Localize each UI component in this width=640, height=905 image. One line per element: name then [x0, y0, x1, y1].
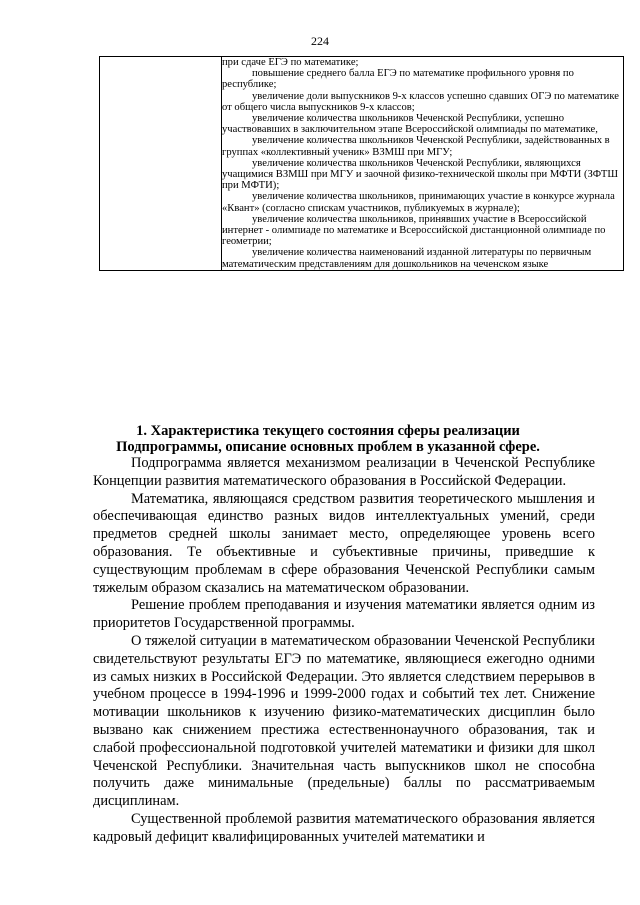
- table-line: увеличение количества школьников Чеченской Республики, успешно участвовавших в заключительном этапе Всероссийской олимпиады по математике,: [222, 113, 598, 136]
- body-paragraph: О тяжелой ситуации в математическом образовании Чеченской Республики свидетельствуют результаты ЕГЭ по математике, являющиеся ежегодно одними из самых низких в Российской Федерации. Это является следствием перерывов в учебном процессе в 1994-1996 и 1999-2000 годах и событий тех лет. Снижение мотивации школьников к изучению физико-математических дисциплин было вызвано как снижением престижа естественнонаучного образования, так и слабой профессиональной подготовкой учителей математики и физики для школ Чеченской Республики. Значительная часть выпускников школ не способна получить даже минимальные (предельные) баллы по рассматриваемым дисциплинам.: [93, 632, 595, 810]
- section-heading-line: Подпрограммы, описание основных проблем в указанной сфере.: [116, 439, 540, 455]
- table-line: при сдаче ЕГЭ по математике;: [222, 57, 359, 68]
- body-paragraph: Подпрограмма является механизмом реализации в Чеченской Республике Концепции развития математического образования в Российской Федерации.: [93, 455, 595, 489]
- table-line: увеличение количества школьников Чеченской Республики, задействованных в группах «коллективный ученик» ВЗМШ при МГУ;: [222, 135, 610, 158]
- table-line: увеличение количества школьников, принявших участие в Всероссийской интернет - олимпиаде по математике и Всероссийской дистанционной олимпиаде по геометрии;: [222, 213, 606, 248]
- body-paragraph: Существенной проблемой развития математического образования является кадровый дефицит квалифицированных учителей математики и: [93, 810, 595, 845]
- table-right-cell: [222, 57, 624, 271]
- section-heading-line: 1. Характеристика текущего состояния сферы реализации: [136, 423, 520, 439]
- table-left-cell: [100, 57, 222, 271]
- section-body: [93, 455, 595, 847]
- table-line: увеличение количества школьников, принимающих участие в конкурсе журнала «Квант» (согласно спискам участников, публикуемых в журнале);: [222, 191, 615, 214]
- table-line: увеличение доли выпускников 9-х классов успешно сдавших ОГЭ по математике от общего числа выпускников 9-х классов;: [222, 90, 619, 113]
- section-heading: [90, 423, 566, 455]
- body-paragraph: Решение проблем преподавания и изучения математики является одним из приоритетов Государственной программы.: [93, 597, 595, 632]
- goals-table: [99, 56, 624, 271]
- page-number: 224: [311, 34, 329, 48]
- table-line: увеличение количества наименований изданной литературы по первичным математическим представлениям для дошкольников на чеченском языке: [222, 247, 592, 270]
- table-line: увеличение количества школьников Чеченской Республики, являющихся учащимися ВЗМШ при МГУ и заочной физико-технической школы при МФТИ (ЗФТШ при МФТИ);: [222, 157, 619, 192]
- table-line: повышение среднего балла ЕГЭ по математике профильного уровня по республике;: [222, 68, 574, 91]
- table-row: [100, 57, 624, 271]
- body-paragraph: Математика, являющаяся средством развития теоретического мышления и обеспечивающая единство разных видов интеллектуальных умений, среди предметов средней школы занимает место, определяющее уровень всего образования. Те объективные и субъективные причины, приведшие к существующим проблемам в сфере образования Чеченской Республики самым тяжелым образом сказались на математическом образовании.: [93, 490, 595, 596]
